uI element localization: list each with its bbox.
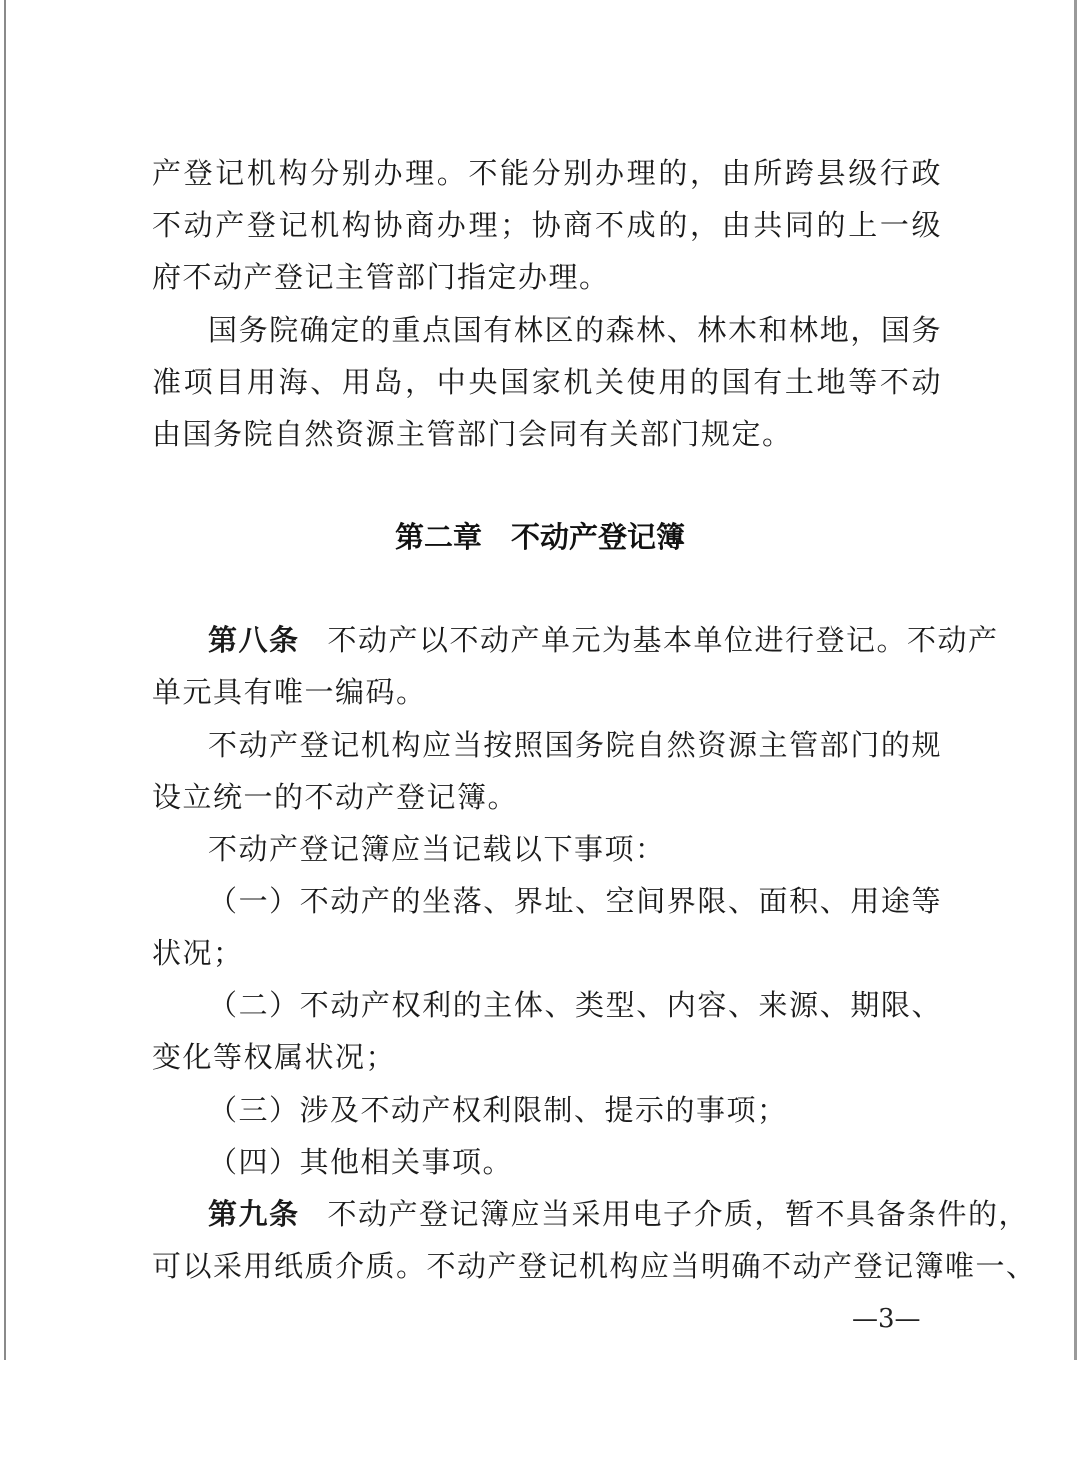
body-line: 不动产登记簿应当记载以下事项： [208, 832, 666, 866]
chapter-heading: 第二章 不动产登记簿 [394, 520, 685, 554]
body-line: 可以采用纸质介质。不动产登记机构应当明确不动产登记簿唯一、 [152, 1249, 1037, 1283]
article-8-line [208, 622, 999, 658]
body-line: 不动产登记机构应当按照国务院自然资源主管部门的规 [208, 728, 942, 762]
article-9-line [208, 1196, 1030, 1232]
article-9-label: 第九条 [208, 1197, 300, 1231]
body-line: 不动产登记机构协商办理；协商不成的，由共同的上一级 [152, 208, 942, 242]
article-8-text: 不动产以不动产单元为基本单位进行登记。不动产 [327, 623, 999, 657]
body-line: 准项目用海、用岛，中央国家机关使用的国有土地等不动 [152, 365, 942, 399]
list-item: （一）不动产的坐落、界址、空间界限、面积、用途等 [208, 884, 942, 918]
page-number: —3— [852, 1304, 921, 1334]
list-item: （三）涉及不动产权利限制、提示的事项； [208, 1093, 788, 1127]
list-item: （二）不动产权利的主体、类型、内容、来源、期限、 [208, 988, 942, 1022]
list-item-cont: 变化等权属状况； [152, 1040, 397, 1074]
body-line: 单元具有唯一编码。 [152, 675, 427, 709]
body-line: 设立统一的不动产登记簿。 [152, 780, 519, 814]
article-9-text: 不动产登记簿应当采用电子介质，暂不具备条件的， [327, 1197, 1030, 1231]
body-line: 府不动产登记主管部门指定办理。 [152, 260, 610, 294]
article-8-label: 第八条 [208, 623, 300, 657]
body-line: 产登记机构分别办理。不能分别办理的，由所跨县级行政 [152, 156, 942, 190]
body-line: 国务院确定的重点国有林区的森林、林木和林地，国务 [208, 313, 942, 347]
body-line: 由国务院自然资源主管部门会同有关部门规定。 [152, 417, 793, 451]
list-item-cont: 状况； [152, 936, 244, 970]
list-item: （四）其他相关事项。 [208, 1145, 514, 1179]
